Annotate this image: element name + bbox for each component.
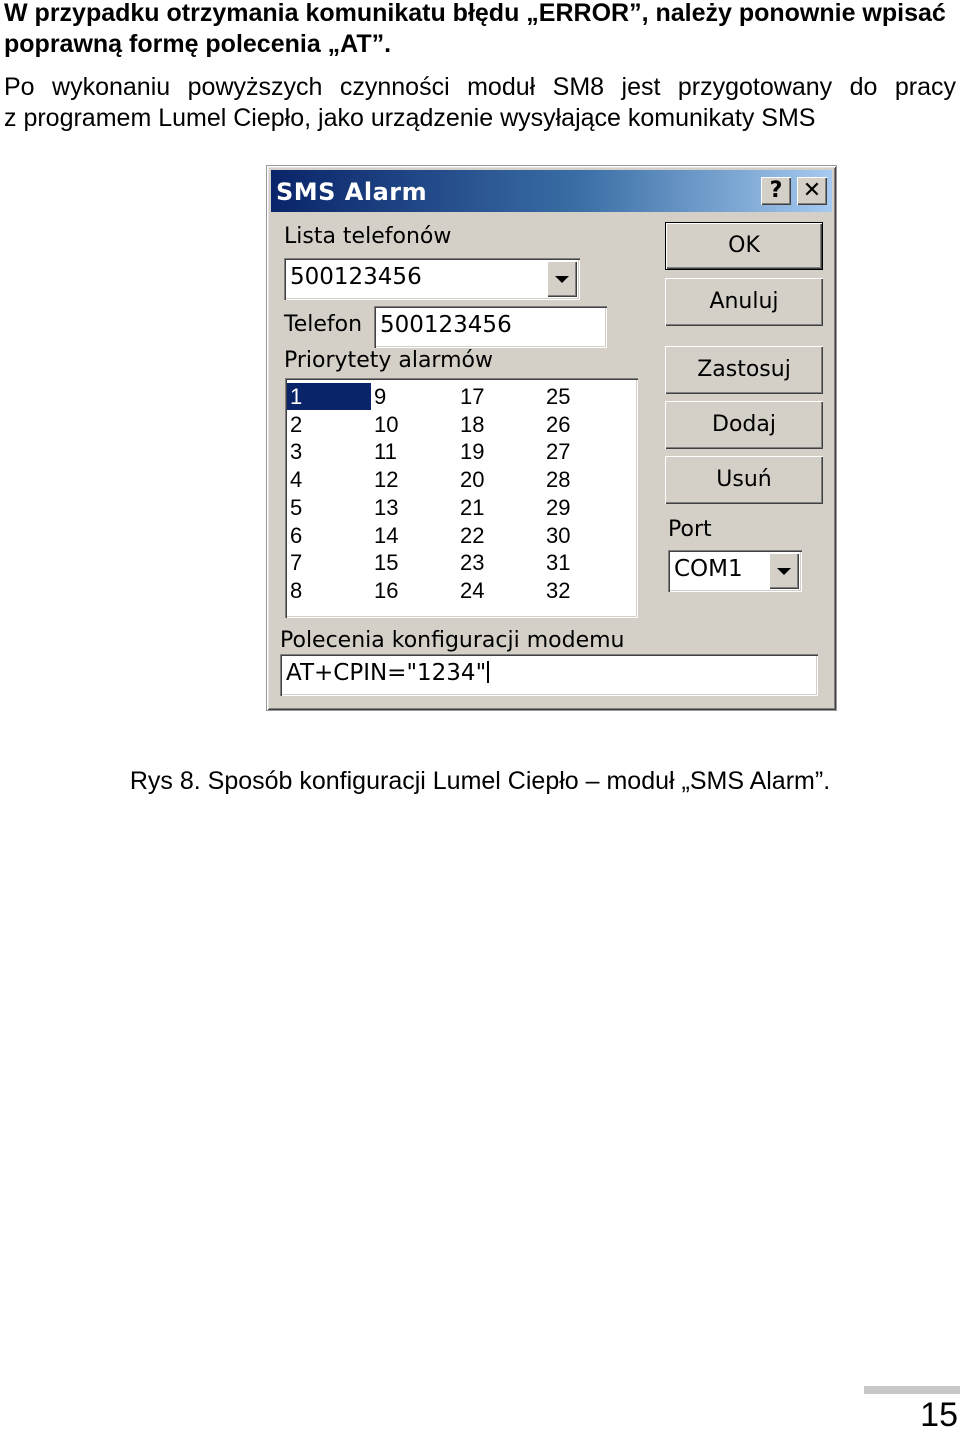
priority-item[interactable]: 17 — [460, 384, 485, 409]
priority-item[interactable]: 9 — [374, 384, 387, 409]
priority-item[interactable]: 23 — [460, 550, 485, 576]
close-icon: ✕ — [802, 178, 822, 203]
priority-item[interactable]: 24 — [460, 577, 485, 603]
priority-item[interactable]: 31 — [546, 550, 571, 576]
priorities-label: Priorytety alarmów — [284, 348, 493, 373]
priority-item[interactable]: 30 — [546, 522, 571, 548]
port-label: Port — [668, 517, 712, 542]
priority-item[interactable]: 1 — [287, 383, 371, 410]
dialog-titlebar[interactable] — [271, 170, 832, 212]
port-value: COM1 — [674, 556, 743, 582]
priority-item[interactable]: 13 — [374, 494, 399, 520]
priority-item[interactable]: 29 — [546, 494, 571, 520]
remove-button[interactable]: Usuń — [665, 456, 823, 504]
cancel-button[interactable]: Anuluj — [665, 278, 823, 326]
priority-item[interactable]: 20 — [460, 467, 485, 493]
chevron-down-icon — [555, 276, 569, 283]
apply-button[interactable]: Zastosuj — [665, 346, 823, 394]
port-combobox[interactable] — [668, 550, 802, 592]
priority-item[interactable]: 14 — [374, 522, 399, 548]
priority-item[interactable]: 22 — [460, 522, 485, 548]
modem-commands-input[interactable] — [280, 654, 818, 696]
priority-item[interactable]: 11 — [374, 439, 397, 465]
priority-item[interactable]: 19 — [460, 439, 485, 465]
page-number: 15 — [920, 1396, 958, 1434]
text-cursor — [487, 661, 489, 683]
help-icon: ? — [769, 178, 783, 203]
setup-complete-line-1: Po wykonaniu powyższych czynności moduł SM8 jest przygotowany do pracy — [4, 73, 956, 101]
phone-label: Telefon — [284, 312, 363, 337]
error-instruction-paragraph: W przypadku otrzymania komunikatu błędu „ERROR”, należy ponownie wpisać poprawną formę polecenia „AT”. — [4, 0, 946, 58]
setup-complete-line-2: z programem Lumel Ciepło, jako urządzenie wysyłające komunikaty SMS — [4, 104, 816, 132]
priority-item[interactable]: 32 — [546, 577, 571, 603]
priority-item[interactable]: 7 — [290, 550, 303, 576]
priority-item[interactable]: 6 — [290, 522, 303, 548]
priority-item[interactable]: 16 — [374, 577, 399, 603]
priority-item[interactable]: 15 — [374, 550, 399, 576]
priority-item[interactable]: 8 — [290, 577, 303, 603]
phone-list-dropdown-button[interactable] — [547, 261, 577, 297]
modem-commands-label: Polecenia konfiguracji modemu — [280, 628, 625, 653]
priority-item[interactable]: 10 — [374, 411, 399, 437]
phone-list-label: Lista telefonów — [284, 224, 452, 249]
help-button[interactable] — [761, 177, 791, 205]
priority-item[interactable]: 28 — [546, 467, 571, 493]
footer-divider — [864, 1386, 960, 1394]
priority-item[interactable]: 26 — [546, 411, 571, 437]
priorities-listbox[interactable] — [285, 378, 638, 618]
priority-item[interactable]: 25 — [546, 384, 571, 409]
phone-list-value: 500123456 — [290, 264, 422, 290]
setup-complete-paragraph — [4, 72, 956, 134]
priority-item[interactable]: 18 — [460, 411, 485, 437]
ok-button[interactable]: OK — [665, 222, 823, 270]
modem-commands-text: AT+CPIN="1234" — [286, 660, 487, 686]
priority-item[interactable]: 3 — [290, 439, 303, 465]
phone-input-value: 500123456 — [380, 312, 512, 338]
phone-list-combobox[interactable] — [284, 258, 580, 300]
figure-caption: Rys 8. Sposób konfiguracji Lumel Ciepło – moduł „SMS Alarm”. — [129, 767, 831, 795]
modem-commands-value — [286, 660, 489, 686]
priority-item[interactable]: 21 — [460, 494, 485, 520]
chevron-down-icon — [777, 568, 791, 575]
phone-input[interactable] — [374, 306, 607, 348]
priority-item[interactable]: 12 — [374, 467, 399, 493]
dialog-title: SMS Alarm — [276, 178, 428, 206]
priority-item[interactable]: 2 — [290, 411, 303, 437]
priority-item[interactable]: 27 — [546, 439, 571, 465]
close-button[interactable] — [797, 177, 827, 205]
priority-item[interactable]: 4 — [290, 467, 303, 493]
port-dropdown-button[interactable] — [769, 553, 799, 589]
priority-item[interactable]: 5 — [290, 494, 303, 520]
add-button[interactable]: Dodaj — [665, 401, 823, 449]
